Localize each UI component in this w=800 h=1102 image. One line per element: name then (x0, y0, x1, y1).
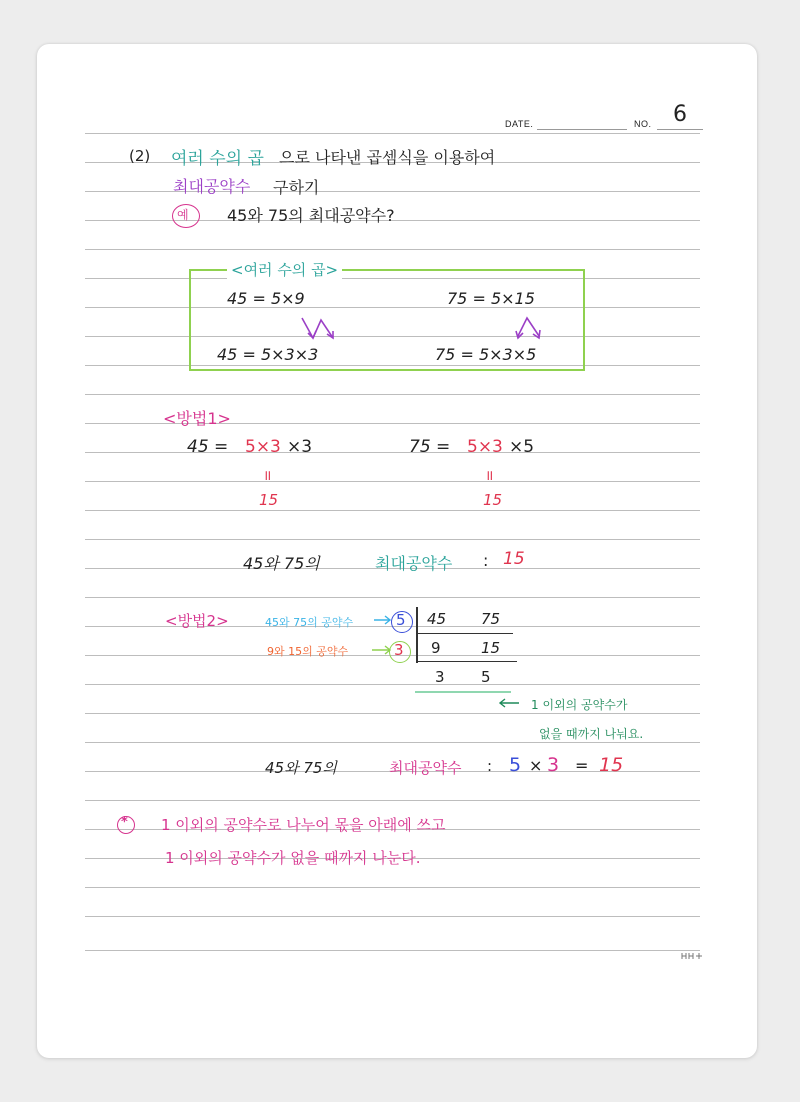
method2-summary-a: 5 (509, 754, 522, 776)
split-arrow-right (515, 312, 549, 342)
no-underline (657, 129, 703, 130)
example-mark: 예 (177, 208, 189, 222)
method1-left-red: 5×3 (245, 437, 281, 457)
split-arrow-left (299, 312, 339, 342)
method1-left-tail: ×3 (287, 437, 313, 457)
method2-divisor2: 3 (394, 641, 404, 659)
method1-title: <방법1> (163, 409, 231, 428)
box-left-line1: 45 = 5×9 (227, 289, 305, 308)
ruled-line (85, 481, 700, 482)
method1-right-result: 15 (483, 491, 503, 509)
no-label: NO. (634, 119, 652, 129)
method2-note2: 9와 15의 공약수 (267, 645, 349, 658)
ruled-line (85, 800, 700, 801)
method1-right-red: 5×3 (467, 437, 503, 457)
ruled-line (85, 916, 700, 917)
gcd-term: 최대공약수 (173, 177, 251, 196)
date-label: DATE. (505, 119, 534, 129)
method2-title: <방법2> (165, 612, 229, 630)
method1-summary-prefix: 45와 75의 (243, 554, 320, 573)
note-star: * (121, 815, 128, 830)
ruled-line (85, 249, 700, 250)
ruled-line (85, 133, 700, 134)
footer-note-line1: 1 이외의 공약수로 나누어 몫을 아래에 쓰고 (161, 816, 446, 834)
ruled-line (85, 887, 700, 888)
ruled-line (85, 510, 700, 511)
method2-summary-value: 15 (599, 754, 624, 776)
section-number: (2) (129, 147, 151, 165)
method2-summary-eq: = (575, 756, 589, 775)
method1-left-equals: ॥ (263, 468, 272, 484)
method2-divisor1: 5 (396, 611, 406, 629)
ladder-row1-a: 45 (427, 610, 447, 628)
method2-summary-colon: : (487, 757, 493, 775)
ruled-line (85, 597, 700, 598)
method1-left-prefix: 45 = (187, 437, 229, 457)
method1-summary-value: 15 (503, 549, 525, 569)
box-title: <여러 수의 곱> (227, 259, 342, 280)
brand-mark-icon (681, 952, 703, 960)
intro-text: 으로 나타낸 곱셈식을 이용하여 (279, 148, 496, 167)
example-question: 45와 75의 최대공약수? (227, 206, 395, 225)
method2-summary-b: 3 (547, 754, 560, 776)
ladder-row3-b: 5 (481, 668, 491, 686)
ladder-vertical-line (416, 607, 418, 663)
method2-summary-prefix: 45와 75의 (265, 759, 337, 777)
ruled-line (85, 452, 700, 453)
ladder-row1-b: 75 (481, 610, 501, 628)
ruled-line (85, 684, 700, 685)
method1-left-result: 15 (259, 491, 279, 509)
ladder-row3-a: 3 (435, 668, 445, 686)
ladder-row2-a: 9 (431, 639, 441, 657)
method1-summary-colon: : (483, 551, 489, 570)
ruled-line (85, 394, 700, 395)
notebook-page (37, 44, 757, 1058)
method2-summary-times: × (529, 756, 543, 775)
note1-arrow-icon (373, 613, 393, 627)
method2-note1: 45와 75의 공약수 (265, 616, 354, 629)
ladder-line-2 (417, 661, 517, 662)
ruled-line (85, 539, 700, 540)
page-number: 6 (673, 102, 687, 127)
intro-text-2: 구하기 (273, 178, 320, 197)
ruled-line (85, 742, 700, 743)
method1-right-equals: ॥ (485, 468, 494, 484)
multiplication-term: 여러 수의 곱 (171, 149, 264, 169)
method1-right-prefix: 75 = (409, 437, 451, 457)
ladder-line-1 (417, 633, 513, 634)
box-right-line2: 75 = 5×3×5 (435, 345, 537, 364)
method2-note3b: 없을 때까지 나눠요. (539, 727, 644, 741)
note3-arrow-icon (497, 696, 521, 710)
footer-note-line2: 1 이외의 공약수가 없을 때까지 나눈다. (165, 849, 421, 867)
quotient-underline (415, 691, 511, 693)
box-left-line2: 45 = 5×3×3 (217, 345, 319, 364)
ruled-line (85, 713, 700, 714)
method1-right-tail: ×5 (509, 437, 535, 457)
method1-summary-gcd: 최대공약수 (375, 554, 453, 573)
ladder-row2-b: 15 (481, 639, 501, 657)
method2-summary-gcd: 최대공약수 (389, 759, 462, 777)
date-underline (537, 129, 627, 130)
box-right-line1: 75 = 5×15 (447, 289, 535, 308)
ruled-line (85, 950, 700, 951)
method2-note3a: 1 이외의 공약수가 (531, 698, 628, 712)
